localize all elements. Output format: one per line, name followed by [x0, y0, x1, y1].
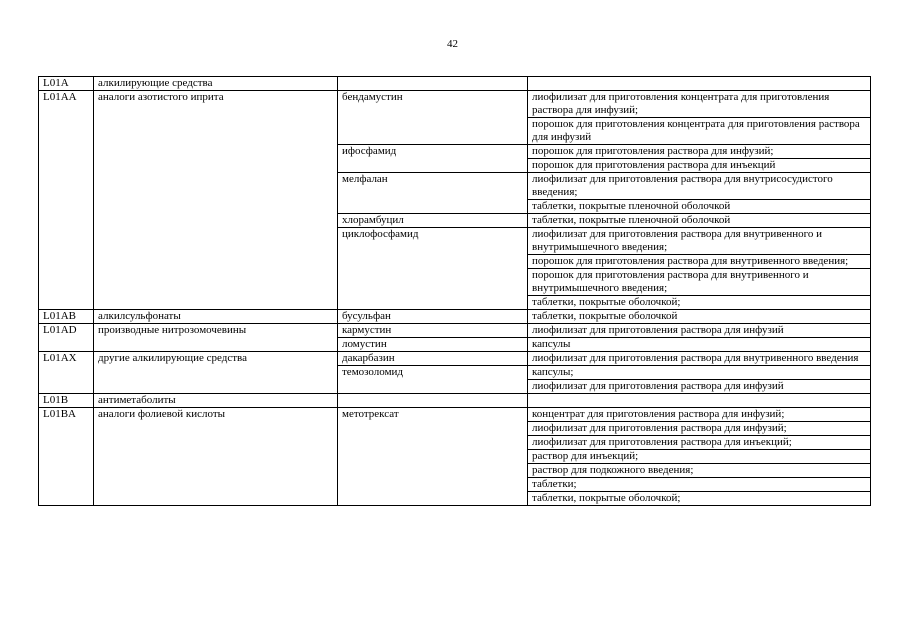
table-row — [39, 269, 871, 296]
atc-code — [39, 450, 94, 464]
group-name — [94, 145, 338, 159]
drug-name: циклофосфамид — [338, 228, 528, 255]
drug-name — [338, 422, 528, 436]
group-name: антиметаболиты — [94, 394, 338, 408]
table-row — [39, 380, 871, 394]
dosage-form: капсулы; — [528, 366, 871, 380]
table-row — [39, 394, 871, 408]
table-row — [39, 310, 871, 324]
table-row — [39, 436, 871, 450]
drug-name: ломустин — [338, 338, 528, 352]
dosage-form: порошок для приготовления раствора для инфузий; — [528, 145, 871, 159]
drug-name — [338, 77, 528, 91]
dosage-form: таблетки, покрытые оболочкой — [528, 310, 871, 324]
drug-name: метотрексат — [338, 408, 528, 422]
table-row — [39, 214, 871, 228]
group-name — [94, 159, 338, 173]
atc-code — [39, 228, 94, 255]
group-name — [94, 118, 338, 145]
group-name — [94, 436, 338, 450]
table-row — [39, 352, 871, 366]
group-name: другие алкилирующие средства — [94, 352, 338, 366]
atc-code: L01AA — [39, 91, 94, 118]
atc-code — [39, 436, 94, 450]
table-row — [39, 478, 871, 492]
dosage-form: раствор для подкожного введения; — [528, 464, 871, 478]
group-name: аналоги фолиевой кислоты — [94, 408, 338, 422]
page-number: 42 — [447, 38, 458, 50]
dosage-form — [528, 77, 871, 91]
dosage-form: раствор для инъекций; — [528, 450, 871, 464]
table-row — [39, 422, 871, 436]
atc-code: L01B — [39, 394, 94, 408]
table-row — [39, 408, 871, 422]
group-name — [94, 200, 338, 214]
drug-name — [338, 118, 528, 145]
table-row — [39, 159, 871, 173]
drug-name — [338, 394, 528, 408]
drug-table — [38, 76, 871, 506]
group-name — [94, 366, 338, 380]
atc-code — [39, 296, 94, 310]
dosage-form: порошок для приготовления раствора для внутривенного введения; — [528, 255, 871, 269]
table-row — [39, 492, 871, 506]
drug-name — [338, 492, 528, 506]
atc-code — [39, 464, 94, 478]
table-row — [39, 91, 871, 118]
table-row — [39, 145, 871, 159]
drug-name: мелфалан — [338, 173, 528, 200]
atc-code — [39, 492, 94, 506]
dosage-form: порошок для приготовления раствора для инъекций — [528, 159, 871, 173]
group-name: алкилирующие средства — [94, 77, 338, 91]
dosage-form — [528, 394, 871, 408]
group-name — [94, 492, 338, 506]
atc-code — [39, 380, 94, 394]
atc-code — [39, 214, 94, 228]
atc-code — [39, 366, 94, 380]
dosage-form: лиофилизат для приготовления раствора для инъекций; — [528, 436, 871, 450]
group-name — [94, 228, 338, 255]
atc-code: L01AB — [39, 310, 94, 324]
atc-code — [39, 118, 94, 145]
atc-code — [39, 422, 94, 436]
atc-code — [39, 173, 94, 200]
table-row — [39, 324, 871, 338]
drug-name — [338, 159, 528, 173]
group-name: алкилсульфонаты — [94, 310, 338, 324]
dosage-form: порошок для приготовления концентрата для приготовления раствора для инфузий — [528, 118, 871, 145]
atc-code — [39, 200, 94, 214]
atc-code — [39, 269, 94, 296]
atc-code: L01AX — [39, 352, 94, 366]
group-name — [94, 296, 338, 310]
group-name: аналоги азотистого иприта — [94, 91, 338, 118]
dosage-form: лиофилизат для приготовления раствора для внутрисосудистого введения; — [528, 173, 871, 200]
dosage-form: таблетки, покрытые оболочкой; — [528, 296, 871, 310]
dosage-form: порошок для приготовления раствора для внутривенного и внутримышечного введения; — [528, 269, 871, 296]
drug-name: дакарбазин — [338, 352, 528, 366]
group-name — [94, 269, 338, 296]
drug-name: темозоломид — [338, 366, 528, 380]
table-row — [39, 338, 871, 352]
table-row — [39, 173, 871, 200]
atc-code — [39, 255, 94, 269]
group-name — [94, 338, 338, 352]
dosage-form: лиофилизат для приготовления концентрата для приготовления раствора для инфузий; — [528, 91, 871, 118]
atc-code: L01AD — [39, 324, 94, 338]
group-name — [94, 422, 338, 436]
dosage-form: капсулы — [528, 338, 871, 352]
drug-name — [338, 450, 528, 464]
group-name — [94, 464, 338, 478]
group-name — [94, 173, 338, 200]
dosage-form: лиофилизат для приготовления раствора для внутривенного и внутримышечного введения; — [528, 228, 871, 255]
table-row — [39, 255, 871, 269]
drug-name: кармустин — [338, 324, 528, 338]
atc-code — [39, 338, 94, 352]
drug-name: ифосфамид — [338, 145, 528, 159]
table-row — [39, 366, 871, 380]
group-name — [94, 478, 338, 492]
atc-code: L01BA — [39, 408, 94, 422]
dosage-form: таблетки, покрытые оболочкой; — [528, 492, 871, 506]
drug-name — [338, 200, 528, 214]
atc-code — [39, 145, 94, 159]
atc-code: L01A — [39, 77, 94, 91]
table-row — [39, 296, 871, 310]
table-row — [39, 200, 871, 214]
drug-name — [338, 464, 528, 478]
drug-name: хлорамбуцил — [338, 214, 528, 228]
dosage-form: таблетки; — [528, 478, 871, 492]
table-row — [39, 450, 871, 464]
drug-name — [338, 296, 528, 310]
drug-name — [338, 478, 528, 492]
group-name — [94, 380, 338, 394]
dosage-form: концентрат для приготовления раствора для инфузий; — [528, 408, 871, 422]
dosage-form: лиофилизат для приготовления раствора для инфузий — [528, 324, 871, 338]
dosage-form: лиофилизат для приготовления раствора для инфузий — [528, 380, 871, 394]
group-name — [94, 255, 338, 269]
drug-name — [338, 269, 528, 296]
drug-name — [338, 380, 528, 394]
table-row — [39, 77, 871, 91]
table-row — [39, 118, 871, 145]
atc-code — [39, 159, 94, 173]
group-name — [94, 450, 338, 464]
dosage-form: таблетки, покрытые пленочной оболочкой — [528, 200, 871, 214]
dosage-form: таблетки, покрытые пленочной оболочкой — [528, 214, 871, 228]
drug-name: бендамустин — [338, 91, 528, 118]
table-row — [39, 228, 871, 255]
atc-code — [39, 478, 94, 492]
drug-name — [338, 255, 528, 269]
drug-name — [338, 436, 528, 450]
table-row — [39, 464, 871, 478]
dosage-form: лиофилизат для приготовления раствора для внутривенного введения — [528, 352, 871, 366]
group-name: производные нитрозомочевины — [94, 324, 338, 338]
drug-name: бусульфан — [338, 310, 528, 324]
dosage-form: лиофилизат для приготовления раствора для инфузий; — [528, 422, 871, 436]
group-name — [94, 214, 338, 228]
